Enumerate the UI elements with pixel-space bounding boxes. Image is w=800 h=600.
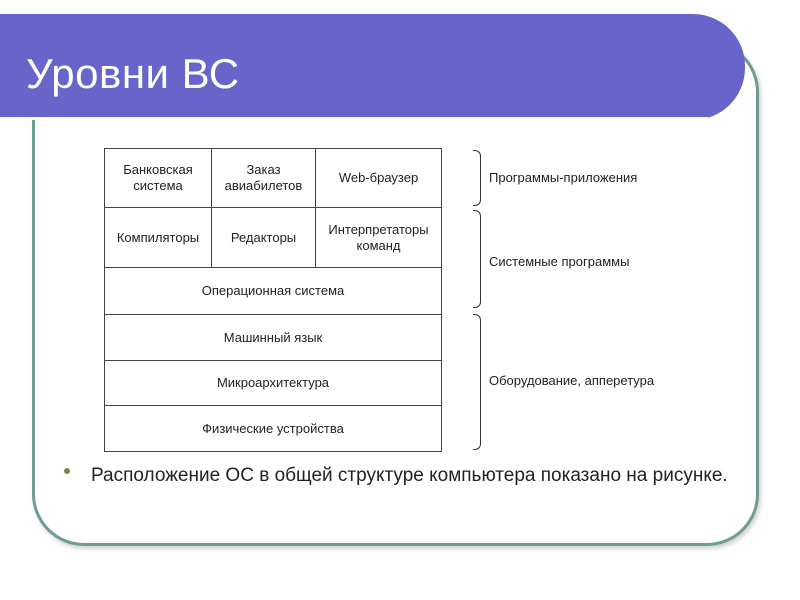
cell-physical-devices: Физические устройства (202, 420, 344, 436)
cell-machine-language: Машинный язык (223, 329, 323, 345)
label-hardware: Оборудование, апперетура (489, 373, 655, 388)
diagram-row-physical (105, 405, 441, 451)
brace-hardware (473, 314, 481, 450)
diagram-row-apps (105, 149, 441, 207)
cell-interpreters: Интерпретаторы команд (315, 208, 441, 267)
label-apps: Программы-приложения (489, 170, 638, 185)
slide-title: Уровни ВС (26, 50, 240, 97)
cell-tickets: Заказ авиабилетов (211, 149, 315, 207)
diagram-row-micro (105, 360, 441, 405)
title-bar (0, 14, 745, 120)
diagram-row-system (105, 207, 441, 267)
label-system: Системные программы (489, 254, 630, 269)
cell-browser: Web-браузер (315, 149, 441, 207)
cell-banking: Банковская система (123, 162, 193, 193)
cell-editors: Редакторы (211, 208, 315, 267)
cell-os: Операционная система (201, 283, 345, 298)
title-underline (0, 117, 708, 120)
brace-apps (473, 150, 481, 206)
cell-microarchitecture: Микроархитектура (216, 375, 330, 390)
diagram-row-os (105, 267, 441, 314)
caption-text: Расположение ОС в общей структуре компьютера показано на рисунке. (91, 465, 728, 486)
os-levels-diagram (104, 148, 442, 452)
cell-compilers: Компиляторы (116, 229, 200, 245)
diagram-row-machine (105, 314, 441, 360)
brace-system (473, 210, 481, 308)
bullet-icon (64, 468, 70, 474)
